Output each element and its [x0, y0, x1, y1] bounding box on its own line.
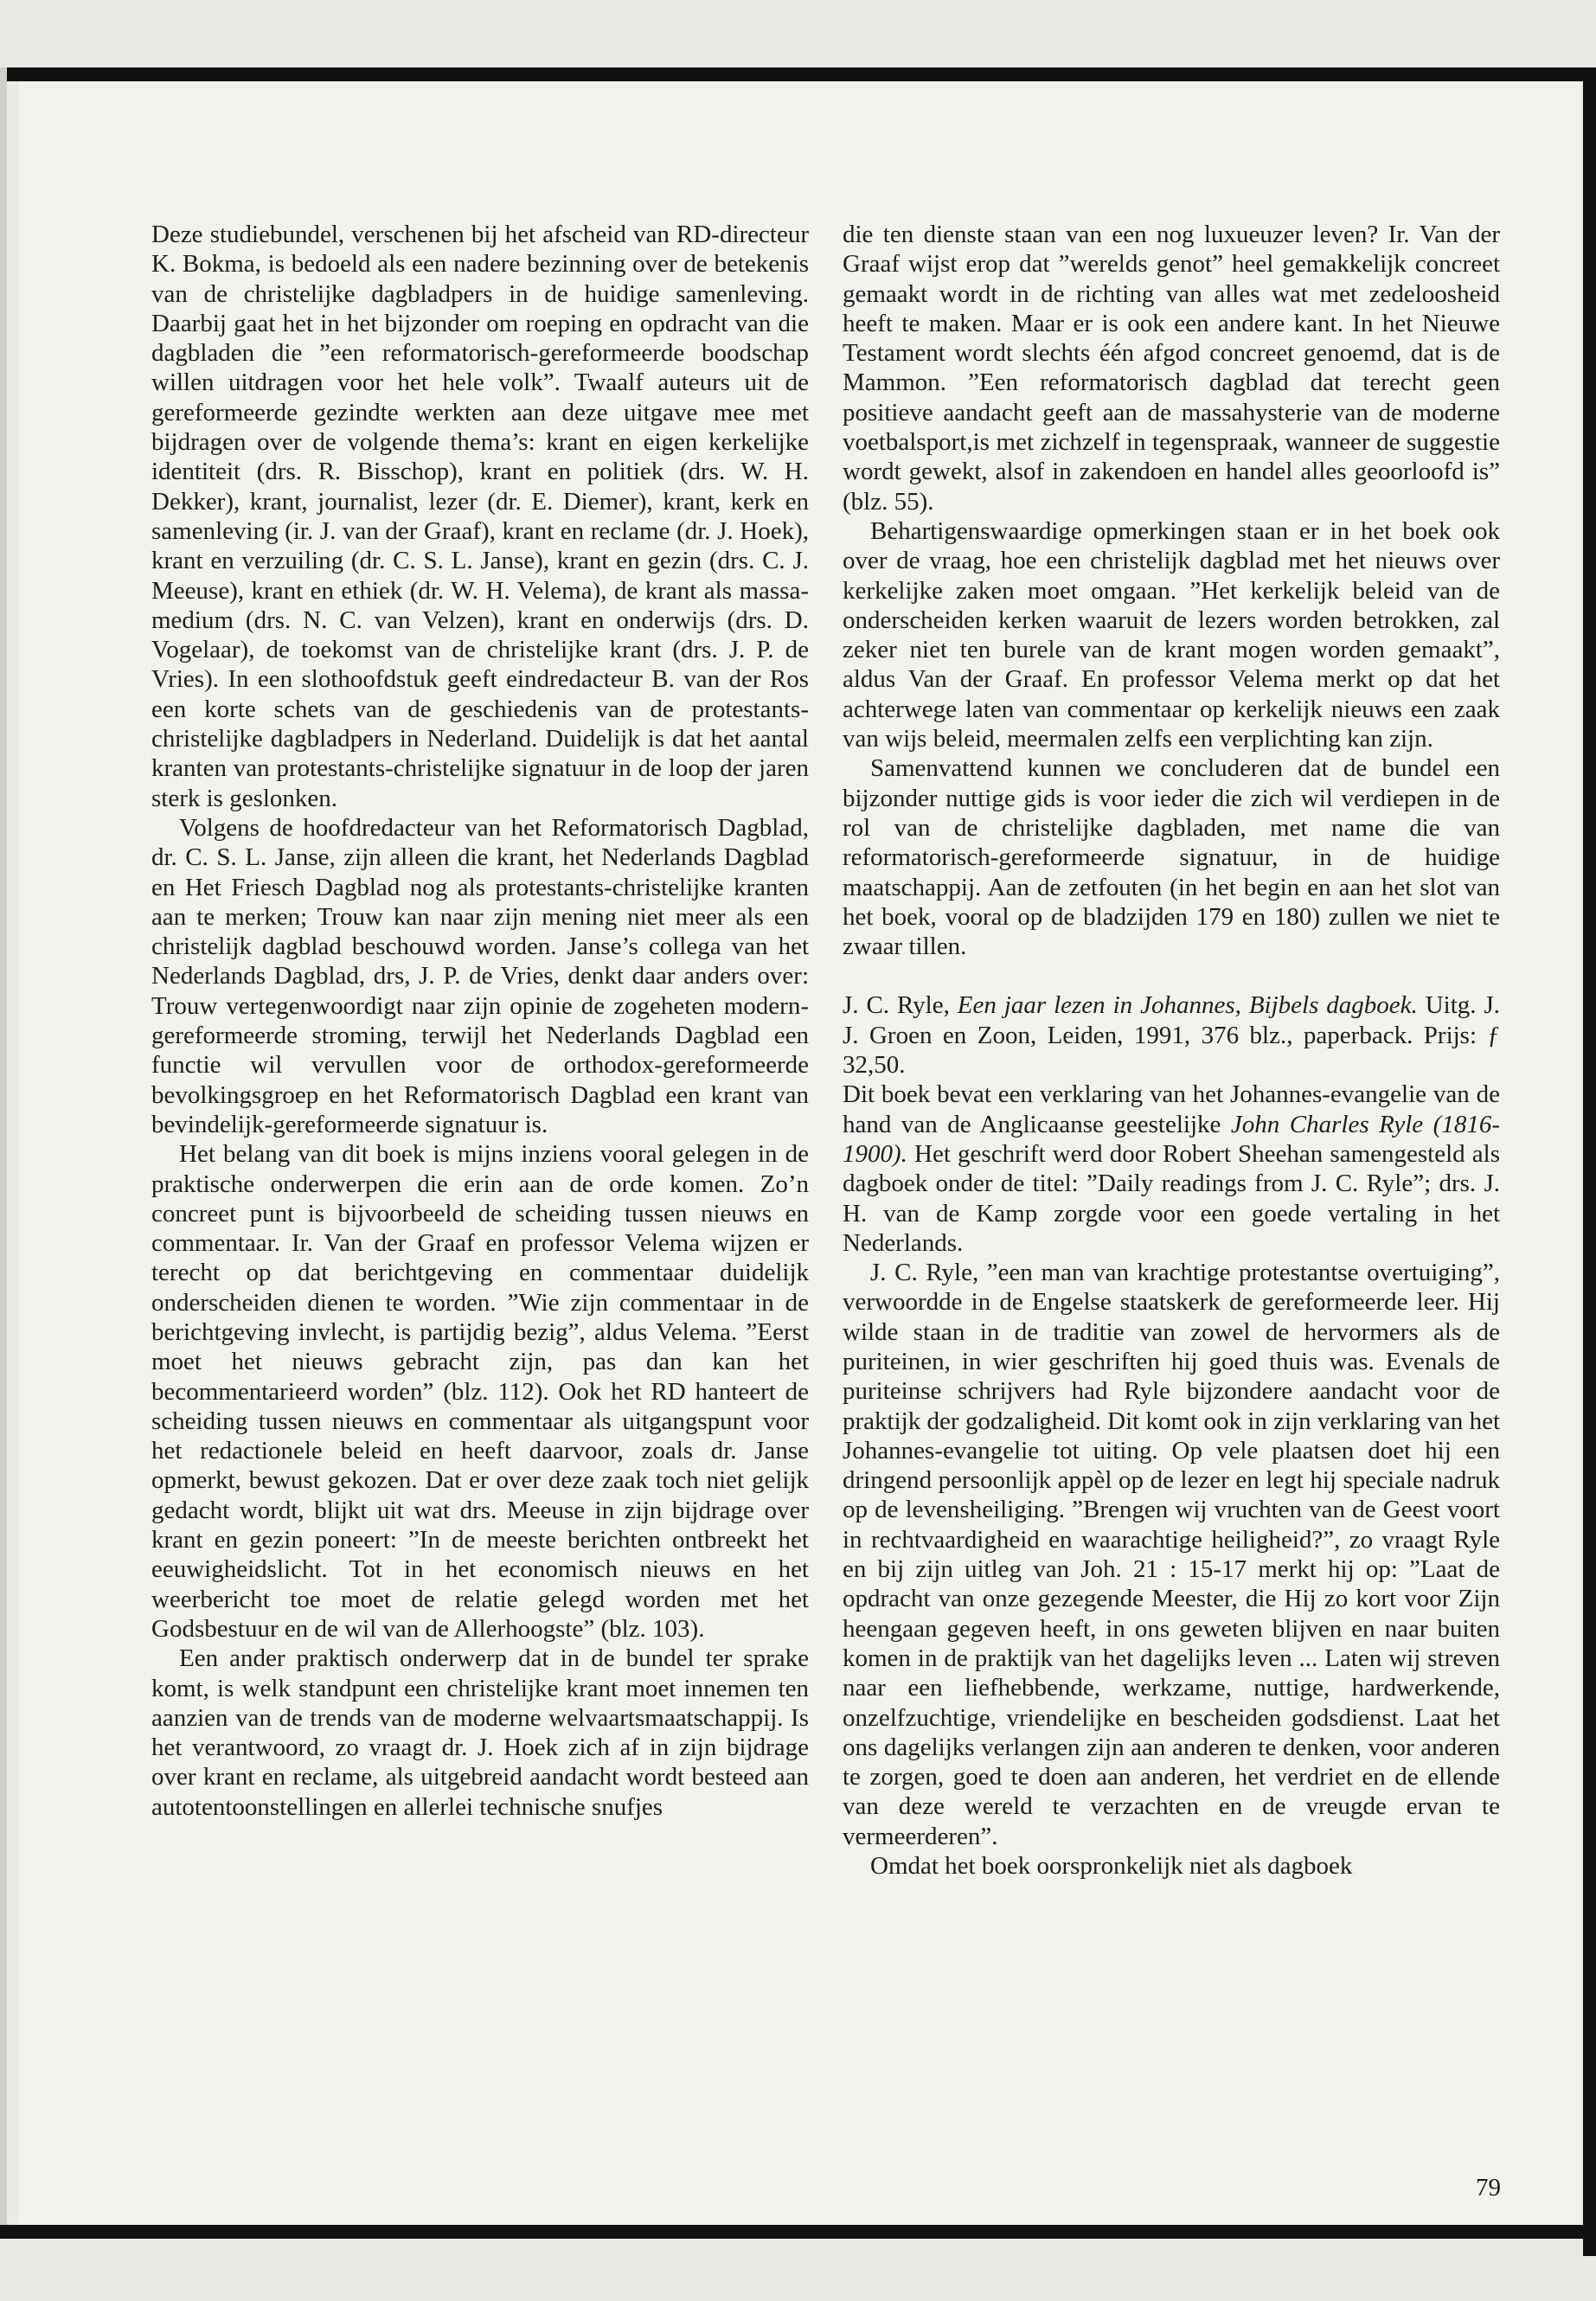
- paragraph: Samenvattend kunnen we concluderen dat de bundel een bijzonder nuttige gids is voor ieder die zich wil verdiepen in de rol van de christelijke dagbladen, met name die van reformatorisch-gereformeerde signatuur, in de huidige maatschappij. Aan de zetfouten (in het begin en aan het slot van het boek, vooral op de bladzijden 179 en 180) zullen we niet te zwaar tillen.: [843, 754, 1500, 961]
- paragraph: J. C. Ryle, ”een man van krachtige protestantse overtuiging”, verwoordde in de Engelse staatskerk de gereformeerde leer. Hij wilde staan in de traditie van zowel de hervormers als de puriteinen, in wier geschriften hij goed thuis was. Evenals de puriteinse schrijvers had Ryle bijzondere aandacht voor de praktijk der godzaligheid. Dit komt ook in zijn verklaring van het Johannes-evangelie tot uiting. Op vele plaatsen doet hij een dringend persoonlijk appèl op de lezer en legt hij speciale nadruk op de levensheiliging. ”Brengen wij vruchten van de Geest voort in rechtvaardigheid en waarachtige heiligheid?”, zo vraagt Ryle en bij zijn uitleg van Joh. 21 : 15-17 merkt hij op: ”Laat de opdracht van onze gezegende Meester, die Hij zo kort voor Zijn heengaan gegeven heeft, in ons geweten blijven en naar buiten komen in de praktijk van het dagelijks leven ... Laten wij streven naar een liefhebbende, werkzame, nuttige, hardwerkende, onzelfzuchtige, vriendelijke en bescheiden godsdienst. Laat het ons dagelijks verlangen zijn aan anderen te denken, voor anderen te zorgen, goed te doen aan anderen, het verdriet en de ellende van deze wereld te verzachten en de vreugde ervan te vermeerderen”.: [843, 1259, 1500, 1850]
- page-number: 79: [1476, 2174, 1501, 2202]
- paragraph: die ten dienste staan van een nog luxueuzer leven? Ir. Van der Graaf wijst erop dat ”werelds genot” heel gemakkelijk concreet gemaakt wordt in de richting van alles wat met zedeloosheid heeft te maken. Maar er is ook een andere kant. In het Nieuwe Testament wordt slechts één afgod concreet genoemd, dat is de Mammon. ”Een reformatorisch dagblad dat terecht geen positieve aandacht geeft aan de massahysterie van de moderne voetbalsport,is met zichzelf in tegenspraak, wanneer de suggestie wordt gewekt, alsof in zakendoen en handel alles geoorloofd is” (blz. 55).: [843, 221, 1500, 516]
- scan-left-edge: [0, 67, 7, 2239]
- paragraph: Behartigenswaardige opmerkingen staan er in het boek ook over de vraag, hoe een christelijk dagblad met het nieuws over kerkelijke zaken moet omgaan. ”Het kerkelijk beleid van de onderscheiden kerken waaruit de lezers worden betrokken, zal zeker niet ten burele van de krant mogen worden gemaakt”, aldus Van der Graaf. En professor Velema merkt op dat het achterwege laten van commentaar op kerkelijk nieuws een zaak van wijs beleid, meermalen zelfs een verplichting kan zijn.: [843, 516, 1500, 753]
- paragraph: Een ander praktisch onderwerp dat in de bundel ter sprake komt, is welk standpunt een christelijke krant moet innemen ten aanzien van de trends van de moderne welvaartsmaatschappij. Is het verantwoord, zo vraagt dr. J. Hoek zich af in zijn bijdrage over krant en reclame, als uitgebreid aandacht wordt besteed aan autotentoonstellingen en allerlei technische snufjes: [151, 1644, 809, 1821]
- right-column: [843, 220, 1500, 1881]
- review-book-title: Een jaar lezen in Johannes, Bijbels dagboek.: [957, 991, 1418, 1020]
- paragraph: Deze studiebundel, verschenen bij het afscheid van RD-directeur K. Bokma, is bedoeld als een nadere bezinning over de betekenis van de christelijke dagbladpers in de huidige samenleving. Daarbij gaat het in het bijzonder om roeping en opdracht van die dagbladen die ”een reformatorisch-gereformeerde boodschap willen uitdragen voor het hele volk”. Twaalf auteurs uit de gereformeerde gezindte werkten aan deze uitgave mee met bijdragen over de volgende thema’s: krant en eigen kerkelijke identiteit (drs. R. Bisschop), krant en politiek (drs. W. H. Dekker), krant, journalist, lezer (dr. E. Diemer), krant, kerk en samenleving (ir. J. van der Graaf), krant en reclame (dr. J. Hoek), krant en verzuiling (dr. C. S. L. Janse), krant en gezin (drs. C. J. Meeuse), krant en ethiek (dr. W. H. Velema), de krant als massa-medium (drs. N. C. van Velzen), krant en onderwijs (drs. D. Vogelaar), de toekomst van de christelijke krant (drs. J. P. de Vries). In een slothoofdstuk geeft eindredacteur B. van der Ros een korte schets van de geschiedenis van de protestants-christelijke dagbladpers in Nederland. Duidelijk is dat het aantal kranten van protestants-christelijke signatuur in de loop der jaren sterk is geslonken.: [151, 221, 809, 812]
- scan-top-border: [0, 67, 1596, 81]
- document-page: [19, 81, 1581, 2225]
- left-column: [151, 220, 809, 1822]
- review-publication-details: Uitg. J. J. Groen en Zoon, Leiden, 1991, 376 blz., paperback. Prijs: ƒ 32,50.: [843, 991, 1501, 1080]
- review-citation: [843, 990, 1500, 1080]
- scan-bottom-border: [0, 2225, 1596, 2239]
- paragraph-text: Dit boek bevat een verklaring van het Johannes-evangelie van de hand van de Anglicaanse geestelijke: [843, 1080, 1500, 1138]
- scan-right-border: [1583, 67, 1596, 2256]
- paragraph: Volgens de hoofdredacteur van het Reformatorisch Dagblad, dr. C. S. L. Janse, zijn alleen die krant, het Nederlands Dagblad en Het Friesch Dagblad nog als protestants-christelijke kranten aan te merken; Trouw kan naar zijn mening niet meer als een christelijk dagblad beschouwd worden. Janse’s collega van het Nederlands Dagblad, drs, J. P. de Vries, denkt daar anders over: Trouw vertegenwoordigt naar zijn opinie de zogeheten modern-gereformeerde stroming, terwijl het Nederlands Dagblad een functie wil vervullen voor de orthodox-gereformeerde bevolkingsgroep en het Reformatorisch Dagblad een krant van bevindelijk-gereformeerde signatuur is.: [151, 813, 809, 1138]
- paragraph-text: Het geschrift werd door Robert Sheehan samengesteld als dagboek onder de titel: ”Daily readings from J. C. Ryle”; drs. J. H. van de Kamp zorgde voor een goede vertaling in het Nederlands.: [843, 1139, 1500, 1257]
- author-name: John Charles Ryle (1816-1900).: [843, 1110, 1500, 1168]
- review-author: J. C. Ryle,: [843, 991, 950, 1020]
- paragraph: Het belang van dit boek is mijns inziens vooral gelegen in de praktische onderwerpen die erin aan de orde komen. Zo’n concreet punt is bijvoorbeeld de scheiding tussen nieuws en commentaar. Ir. Van der Graaf en professor Velema wijzen er terecht op dat berichtgeving en commentaar duidelijk onderscheiden dienen te worden. ”Wie zijn commentaar in de berichtgeving invlecht, is partijdig bezig”, aldus Velema. ”Eerst moet het nieuws gebracht zijn, pas dan kan het becommentarieerd worden” (blz. 112). Ook het RD hanteert de scheiding tussen nieuws en commentaar als uitgangspunt voor het redactionele beleid en heeft daarvoor, zoals dr. Janse opmerkt, bewust gekozen. Dat er over deze zaak toch niet gelijk gedacht wordt, blijkt uit wat drs. Meeuse in zijn bijdrage over krant en gezin poneert: ”In de meeste berichten ontbreekt het eeuwigheidslicht. Tot in het economisch nieuws en het weerbericht toe moet de relatie gelegd worden met het Godsbestuur en de wil van de Allerhoogste” (blz. 103).: [151, 1140, 809, 1643]
- paragraph: Omdat het boek oorspronkelijk niet als dagboek: [870, 1852, 1353, 1881]
- paragraph: [843, 1080, 1500, 1258]
